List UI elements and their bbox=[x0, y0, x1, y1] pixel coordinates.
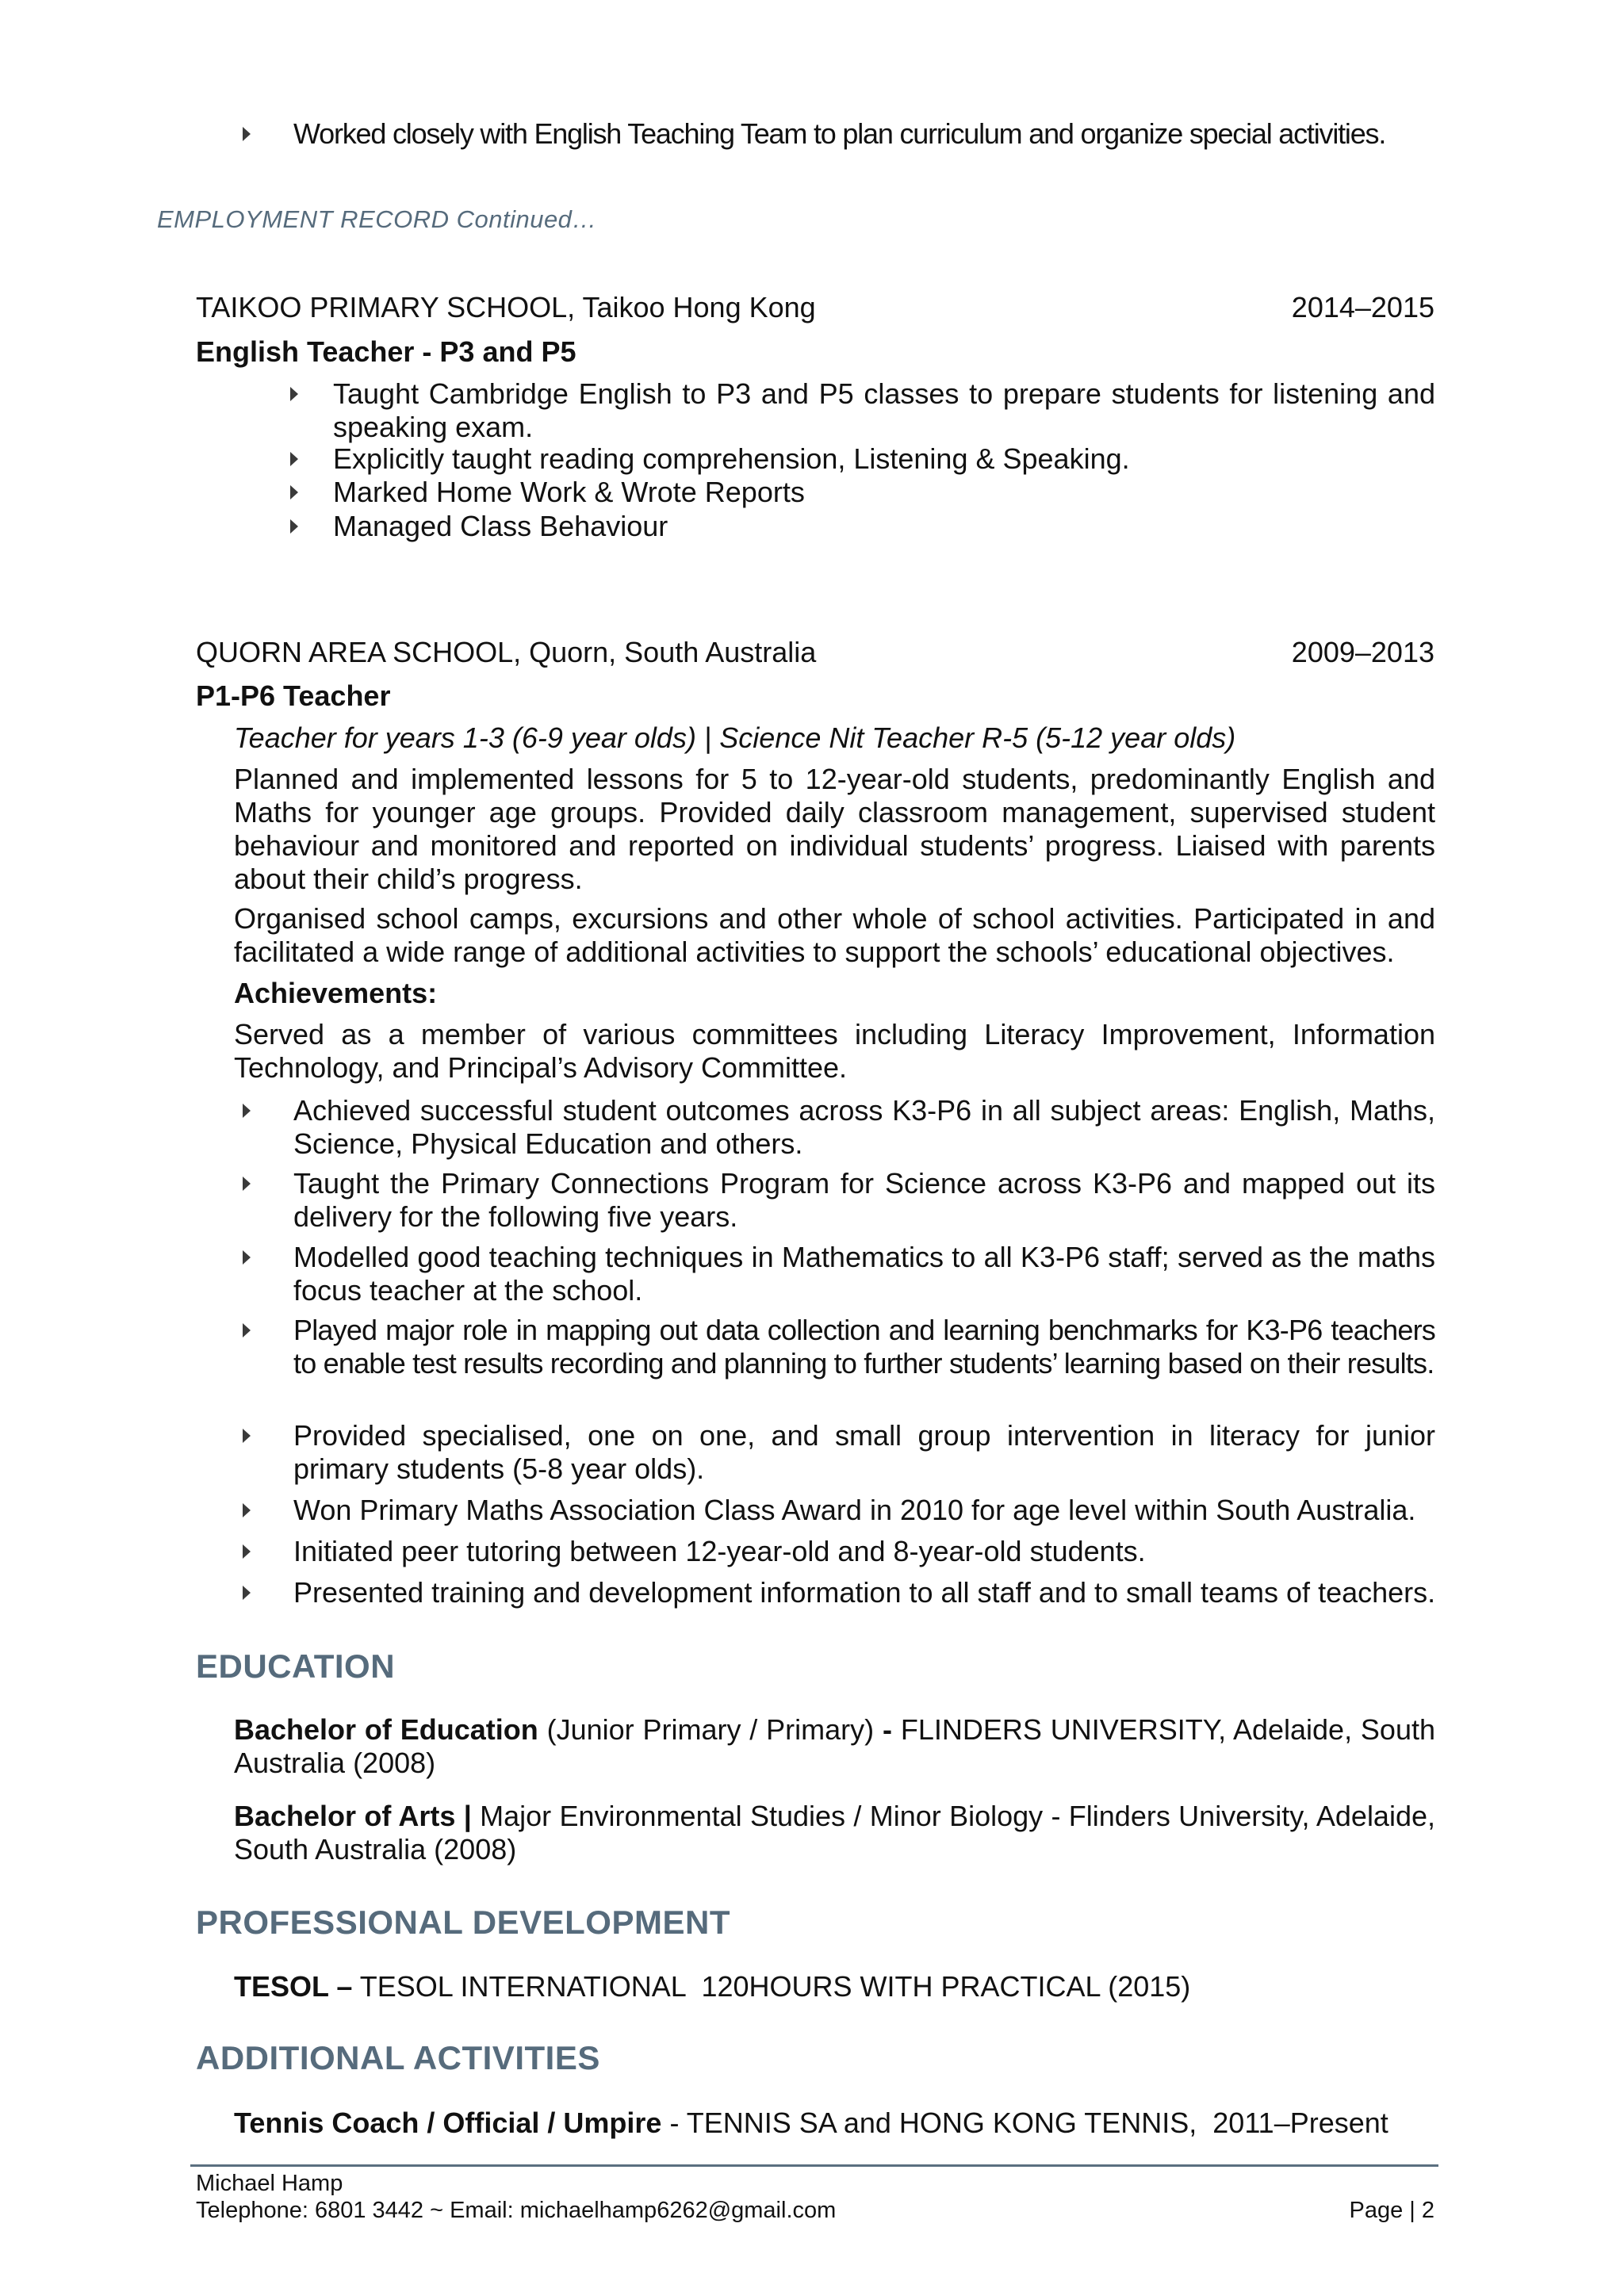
achievements-intro: Served as a member of various committees including Literacy Improvement, Information Technology, and Principal’s Advisory Committee. bbox=[234, 1018, 1435, 1084]
degree-detail: (Junior Primary / Primary) bbox=[538, 1713, 883, 1746]
pd-text: TESOL INTERNATIONAL 120HOURS WITH PRACTICAL (2015) bbox=[352, 1970, 1191, 2003]
job2-paragraph: Organised school camps, excursions and other whole of school activities. Participated in and facilitated a wide range of additional activities to support the schools’ educational objectives. bbox=[234, 902, 1435, 968]
job2-dates: 2009–2013 bbox=[1291, 636, 1434, 668]
bullet-arrow-icon bbox=[243, 127, 251, 141]
bullet-arrow-icon bbox=[290, 519, 298, 534]
footer-contact: Telephone: 6801 3442 ~ Email: michaelhamp6262@gmail.com bbox=[196, 2198, 837, 2223]
job1-bullet: Taught Cambridge English to P3 and P5 classes to prepare students for listening and speaking exam. bbox=[333, 377, 1435, 443]
footer-divider bbox=[190, 2164, 1438, 2167]
footer-name: Michael Hamp bbox=[196, 2171, 343, 2196]
bullet-arrow-icon bbox=[243, 1544, 251, 1559]
bullet-arrow-icon bbox=[243, 1503, 251, 1517]
pd-label: TESOL – bbox=[234, 1970, 353, 2003]
education-item bbox=[234, 1713, 1435, 1780]
achievements-label: Achievements: bbox=[234, 977, 438, 1009]
activity-label: Tennis Coach / Official / Umpire bbox=[234, 2107, 662, 2139]
job1-title: English Teacher - P3 and P5 bbox=[196, 335, 576, 368]
top-bullet: Worked closely with English Teaching Team to plan curriculum and organize special activities. bbox=[293, 117, 1386, 150]
achievement-item: Won Primary Maths Association Class Award in 2010 for age level within South Australia. bbox=[293, 1494, 1416, 1526]
job1-bullet: Managed Class Behaviour bbox=[333, 510, 668, 542]
degree-detail: Major Environmental Studies / Minor Biology - Flinders University, Adelaide, South Australia (2008) bbox=[234, 1800, 1436, 1866]
job1-employer: TAIKOO PRIMARY SCHOOL, Taikoo Hong Kong bbox=[196, 291, 816, 323]
section-continued-label: EMPLOYMENT RECORD Continued… bbox=[157, 205, 597, 233]
education-item bbox=[234, 1800, 1435, 1866]
additional-activities-heading: ADDITIONAL ACTIVITIES bbox=[196, 2039, 600, 2076]
bullet-arrow-icon bbox=[290, 387, 298, 401]
job2-employer: QUORN AREA SCHOOL, Quorn, South Australia bbox=[196, 636, 817, 668]
footer-page-number: Page | 2 bbox=[1349, 2198, 1434, 2223]
bullet-arrow-icon bbox=[290, 452, 298, 466]
degree-name: Bachelor of Arts | bbox=[234, 1800, 472, 1832]
bullet-arrow-icon bbox=[243, 1177, 251, 1191]
job1-bullet: Marked Home Work & Wrote Reports bbox=[333, 476, 805, 508]
degree-name: Bachelor of Education bbox=[234, 1713, 538, 1746]
bullet-arrow-icon bbox=[243, 1586, 251, 1600]
achievement-item: Presented training and development information to all staff and to small teams of teachers. bbox=[293, 1576, 1436, 1609]
achievement-item: Modelled good teaching techniques in Mathematics to all K3-P6 staff; served as the maths focus teacher at the school. bbox=[293, 1241, 1435, 1307]
achievement-item: Taught the Primary Connections Program for Science across K3-P6 and mapped out its delivery for the following five years. bbox=[293, 1167, 1435, 1233]
education-heading: EDUCATION bbox=[196, 1647, 396, 1685]
bullet-arrow-icon bbox=[243, 1250, 251, 1265]
job2-paragraph: Planned and implemented lessons for 5 to 12-year-old students, predominantly English and Maths for younger age groups. Provided daily classroom management, supervised student behaviour and monitored and reported on individual students’ progress. Liaised with parents about their child’s progress. bbox=[234, 763, 1435, 895]
achievement-item: Played major role in mapping out data collection and learning benchmarks for K3-P6 teachers to enable test results recording and planning to further students’ learning based on their results. bbox=[293, 1314, 1435, 1380]
bullet-arrow-icon bbox=[243, 1323, 251, 1337]
professional-development-item bbox=[234, 1970, 1190, 2003]
professional-development-heading: PROFESSIONAL DEVELOPMENT bbox=[196, 1904, 730, 1941]
degree-separator: - bbox=[882, 1713, 892, 1746]
bullet-arrow-icon bbox=[243, 1429, 251, 1443]
activity-text: - TENNIS SA and HONG KONG TENNIS, 2011–Present bbox=[661, 2107, 1388, 2139]
bullet-arrow-icon bbox=[290, 485, 298, 499]
achievement-item: Initiated peer tutoring between 12-year-old and 8-year-old students. bbox=[293, 1535, 1146, 1567]
degree-institution: FLINDERS UNIVERSITY, Adelaide, South Australia (2008) bbox=[234, 1713, 1435, 1779]
job2-title: P1-P6 Teacher bbox=[196, 679, 391, 712]
bullet-arrow-icon bbox=[243, 1104, 251, 1118]
job1-bullet: Explicitly taught reading comprehension, Listening & Speaking. bbox=[333, 442, 1130, 475]
job1-dates: 2014–2015 bbox=[1291, 291, 1434, 323]
achievement-item: Provided specialised, one on one, and small group intervention in literacy for junior primary students (5-8 year olds). bbox=[293, 1419, 1435, 1485]
achievement-item: Achieved successful student outcomes across K3-P6 in all subject areas: English, Maths, Science, Physical Education and others. bbox=[293, 1094, 1435, 1160]
job2-subtitle: Teacher for years 1-3 (6-9 year olds) | Science Nit Teacher R-5 (5-12 year olds) bbox=[234, 721, 1236, 754]
additional-activity-item bbox=[234, 2107, 1388, 2140]
